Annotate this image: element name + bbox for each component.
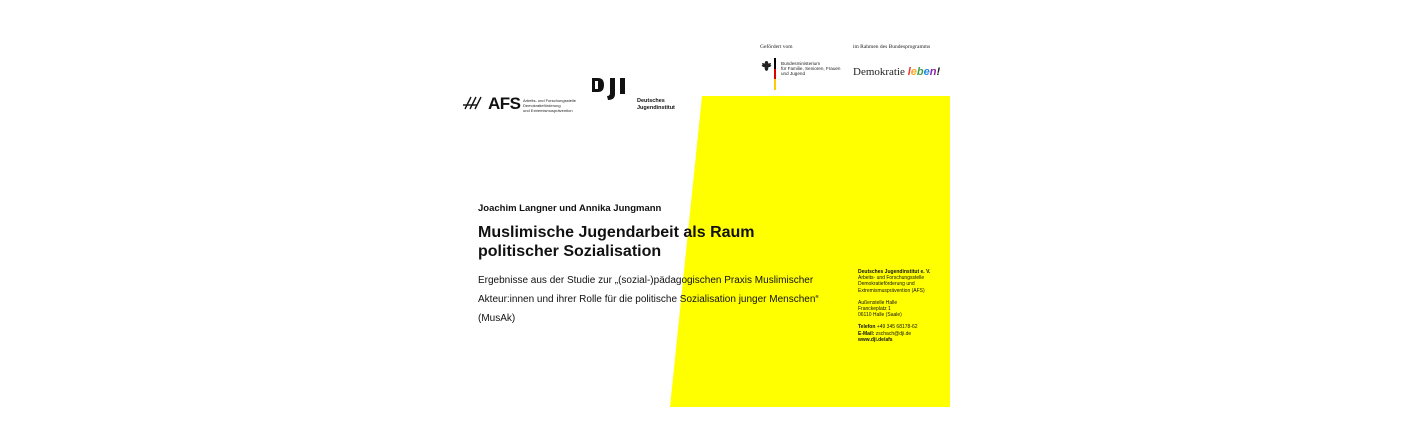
ministry-line: und Jugend bbox=[781, 71, 806, 77]
program-label: im Rahmen des Bundesprogramms bbox=[853, 44, 931, 50]
afs-line: und Extremismusprävention bbox=[523, 107, 573, 113]
authors: Joachim Langner und Annika Jungmann bbox=[478, 203, 662, 214]
dji-line: Deutsches bbox=[637, 98, 665, 104]
dji-line: Jugendinstitut bbox=[637, 104, 675, 111]
contact-block bbox=[858, 269, 948, 343]
afs-logo-text bbox=[523, 99, 593, 113]
email-value[interactable]: zschach@dji.de bbox=[875, 330, 912, 337]
dji-logo-text bbox=[637, 98, 697, 111]
dji-logo-mark bbox=[590, 75, 632, 101]
contact-address-line: Außenstelle Halle bbox=[858, 299, 898, 306]
demokratie-leben-logo bbox=[853, 66, 940, 78]
ministry-line: Bundesministerium bbox=[781, 61, 821, 66]
afs-logo-icon bbox=[463, 94, 487, 112]
phone-value: +49 345 68178-62 bbox=[876, 324, 918, 331]
german-flag-bar bbox=[774, 58, 776, 90]
phone-label: Telefon bbox=[858, 324, 876, 331]
leben-logo-suffix: leben! bbox=[907, 66, 941, 78]
contact-address-line: 06110 Halle (Saale) bbox=[858, 312, 902, 319]
document-title: Muslimische Jugendarbeit als Raum politischer Sozialisation bbox=[478, 224, 755, 260]
ministry-line: für Familie, Senioren, Frauen bbox=[781, 66, 841, 72]
funded-by-label: Gefördert vom bbox=[760, 44, 793, 50]
demokratie-logo-prefix: Demokratie bbox=[853, 66, 905, 78]
ministry-name bbox=[781, 61, 851, 77]
afs-line: Demokratieförderung bbox=[523, 102, 561, 108]
contact-org: Deutsches Jugendinstitut e. V. bbox=[858, 269, 931, 275]
federal-eagle-icon bbox=[761, 60, 772, 72]
document-subtitle: Ergebnisse aus der Studie zur „(sozial-)pädagogischen Praxis Muslimischer Akteur:innen und ihrer Rolle für die politische Sozialisation junger Menschen“ (MusAk) bbox=[478, 275, 819, 324]
contact-dept-line: Arbeits- und Forschungsstelle bbox=[858, 275, 925, 282]
afs-logo-name: AFS bbox=[488, 94, 521, 113]
afs-line: Arbeits- und Forschungsstelle bbox=[523, 98, 576, 103]
contact-dept-line: Demokratieförderung und bbox=[858, 281, 915, 288]
contact-address-line: Franckeplatz 1 bbox=[858, 306, 891, 313]
contact-dept-line: Extremismusprävention (AFS) bbox=[858, 287, 925, 294]
contact-web[interactable]: www.dji.de/afs bbox=[858, 336, 893, 343]
email-label: E-Mail: bbox=[858, 330, 875, 337]
